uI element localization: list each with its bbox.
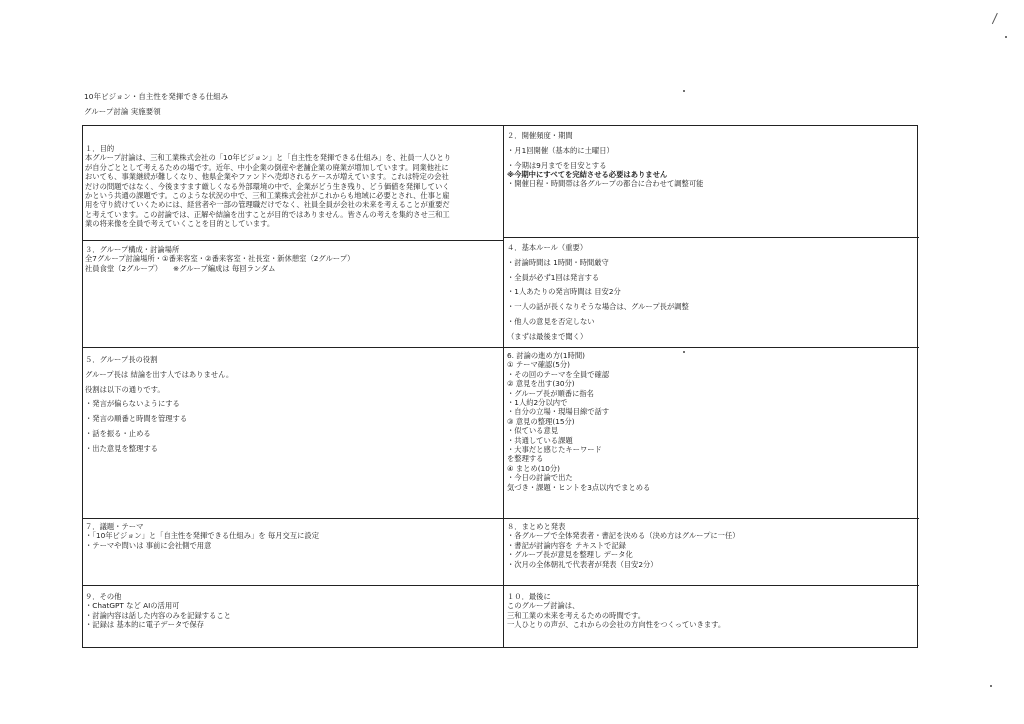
- section-line: ・出た意見を整理する: [85, 443, 158, 453]
- section-line: ③ 意見の整理(15分): [507, 416, 575, 426]
- section-line: （まずは最後まで聞く）: [507, 331, 588, 341]
- document-subtitle: グループ討論 実施要領: [84, 107, 161, 116]
- section-line: 業の将来像を全員で考えていくことを目的としています。: [85, 219, 275, 229]
- section-line: だけの問題ではなく、今後ますます厳しくなる外部環境の中で、企業がどう生き残り、どう価値を発揮していく: [85, 181, 450, 191]
- section-summary: [505, 519, 919, 585]
- section-flow: [505, 348, 919, 518]
- section-line: 本グループ討論は、三和工業株式会社の「10年ビジョン」と「自主性を発揮できる仕組み」を、社員一人ひとり: [85, 153, 452, 163]
- section-line: 気づき・課題・ヒントを3点以内でまとめる: [507, 482, 651, 492]
- section-line: ・今期は9月までを目安とする: [507, 160, 607, 170]
- section-line: ・ChatGPT など AIの活用可: [85, 601, 180, 611]
- section-line: ・一人の話が長くなりそうな場合は、グループ長が調整: [507, 302, 689, 312]
- section-line: 一人ひとりの声が、これからの会社の方向性をつくっていきます。: [507, 620, 726, 630]
- section-leader: [83, 348, 503, 518]
- section-line: ・話を振る・止める: [85, 428, 151, 438]
- section-line: 用を守り続けていくためには、経営者や一部の管理職だけでなく、社員全員が会社の未来を考えることが重要だ: [85, 200, 450, 210]
- section-line: ・自分の立場・現場目線で話す: [507, 407, 610, 417]
- section-groups: [83, 241, 503, 347]
- section-line: ・各グループで全体発表者・書記を決める（決め方はグループに一任）: [507, 531, 740, 541]
- section-line: ・その回のテーマを全員で確認: [507, 369, 610, 379]
- section-line: このグループ討論は、: [507, 601, 580, 611]
- section-line: ・書記が討論内容を テキストで記録: [507, 540, 626, 550]
- section-line: を整理する: [507, 454, 544, 464]
- section-line: ・討論内容は話した内容のみを記録すること: [85, 610, 231, 620]
- section-theme: [83, 519, 503, 585]
- section-line: ・「10年ビジョン」と「自主性を発揮できる仕組み」を 毎月交互に設定: [85, 531, 320, 541]
- scan-speck: [990, 685, 992, 687]
- section-line: ・テーマや問いは 事前に会社側で用意: [85, 540, 212, 550]
- section-line: おいても、事業継続が難しくなり、他県企業やファンドへ売却されるケースが増えています。これは特定の会社: [85, 172, 449, 182]
- section-other: [83, 586, 503, 648]
- section-line: ・共通している課題: [507, 435, 573, 445]
- section-purpose: [83, 140, 503, 240]
- section-line: ・似ている意見: [507, 426, 559, 436]
- section-closing: [505, 586, 919, 648]
- section-line: ・月1回開催（基本的に土曜日）: [507, 145, 614, 155]
- section-line: ② 意見を出す(30分): [507, 379, 575, 389]
- section-line: 三和工業の未来を考えるための時間です。: [507, 610, 646, 620]
- section-line: ・大事だと感じたキーワード: [507, 445, 602, 455]
- scan-speck: [683, 90, 685, 92]
- section-line: と考えています。この討論では、正解や結論を出すことが目的ではありません。皆さんの考えを集約させ三和工: [85, 209, 450, 219]
- section-line: ・発言が偏らないようにする: [85, 399, 180, 409]
- section-heading: ７．議題・テーマ: [85, 522, 144, 531]
- section-line: グループ長は 結論を出す人ではありません。: [85, 369, 234, 379]
- document-title: 10年ビジョン・自主性を発揮できる仕組み: [84, 92, 229, 101]
- guideline-table: [82, 125, 918, 648]
- section-heading: ９．その他: [85, 592, 122, 601]
- section-line: ・グループ長が順番に指名: [507, 388, 594, 398]
- section-heading: 6. 討論の進め方(1時間): [507, 351, 585, 360]
- scan-speck: [1005, 36, 1007, 38]
- section-line: ・グループ長が意見を整理し データ化: [507, 550, 633, 560]
- section-line: ・1人あたりの発言時間は 目安2分: [507, 287, 621, 297]
- section-heading: １．目的: [85, 144, 115, 153]
- section-line: 社員食堂（2グループ） ※グループ編成は 毎回ランダム: [85, 263, 276, 273]
- section-line: ・今日の討論で出た: [507, 473, 573, 483]
- section-line: ④ まとめ(10分): [507, 463, 561, 473]
- section-line: 全7グループ討論場所・①番来客室・②番来客室・社長室・新休憩室（2グループ）: [85, 254, 355, 264]
- section-line: ・記録は 基本的に電子データで保存: [85, 620, 205, 630]
- section-heading: ５．グループ長の役割: [85, 355, 158, 364]
- section-schedule: [505, 126, 919, 237]
- section-line: が自分ごととして考えるための場です。近年、中小企業の倒産や老舗企業の廃業が増加しています。同業他社に: [85, 162, 449, 172]
- section-line: かという共通の課題です。このような状況の中で、三和工業株式会社がこれからも地域に必要とされ、仕事と雇: [85, 191, 450, 201]
- pen-mark: [992, 13, 1004, 27]
- section-line: ・次月の全体朝礼で代表者が発表（目安2分）: [507, 559, 658, 569]
- section-rules: [505, 238, 919, 347]
- section-line: 役割は以下の通りです。: [85, 384, 165, 394]
- section-notice: ※今期中にすべてを完結させる必要はありません: [507, 170, 668, 179]
- section-heading: ８．まとめと発表: [507, 522, 566, 531]
- section-heading: １０．最後に: [507, 592, 551, 601]
- section-line: ・討論時間は 1時間・時間厳守: [507, 257, 609, 267]
- section-line: ・他人の意見を否定しない: [507, 316, 595, 326]
- section-heading: ４．基本ルール（重要）: [507, 243, 588, 252]
- section-line: ・全員が必ず1回は発言する: [507, 272, 600, 282]
- section-line: ・1人約2分以内で: [507, 398, 568, 408]
- section-heading: ２．開催頻度・期間: [507, 131, 573, 140]
- section-line: ① テーマ確認(5分): [507, 360, 570, 370]
- section-line: ・開催日程・時間帯は各グループの都合に合わせて調整可能: [507, 179, 704, 189]
- section-line: ・発言の順番と時間を管理する: [85, 414, 188, 424]
- column-divider: [503, 126, 504, 647]
- section-heading: ３．グループ構成・討論場所: [85, 245, 180, 254]
